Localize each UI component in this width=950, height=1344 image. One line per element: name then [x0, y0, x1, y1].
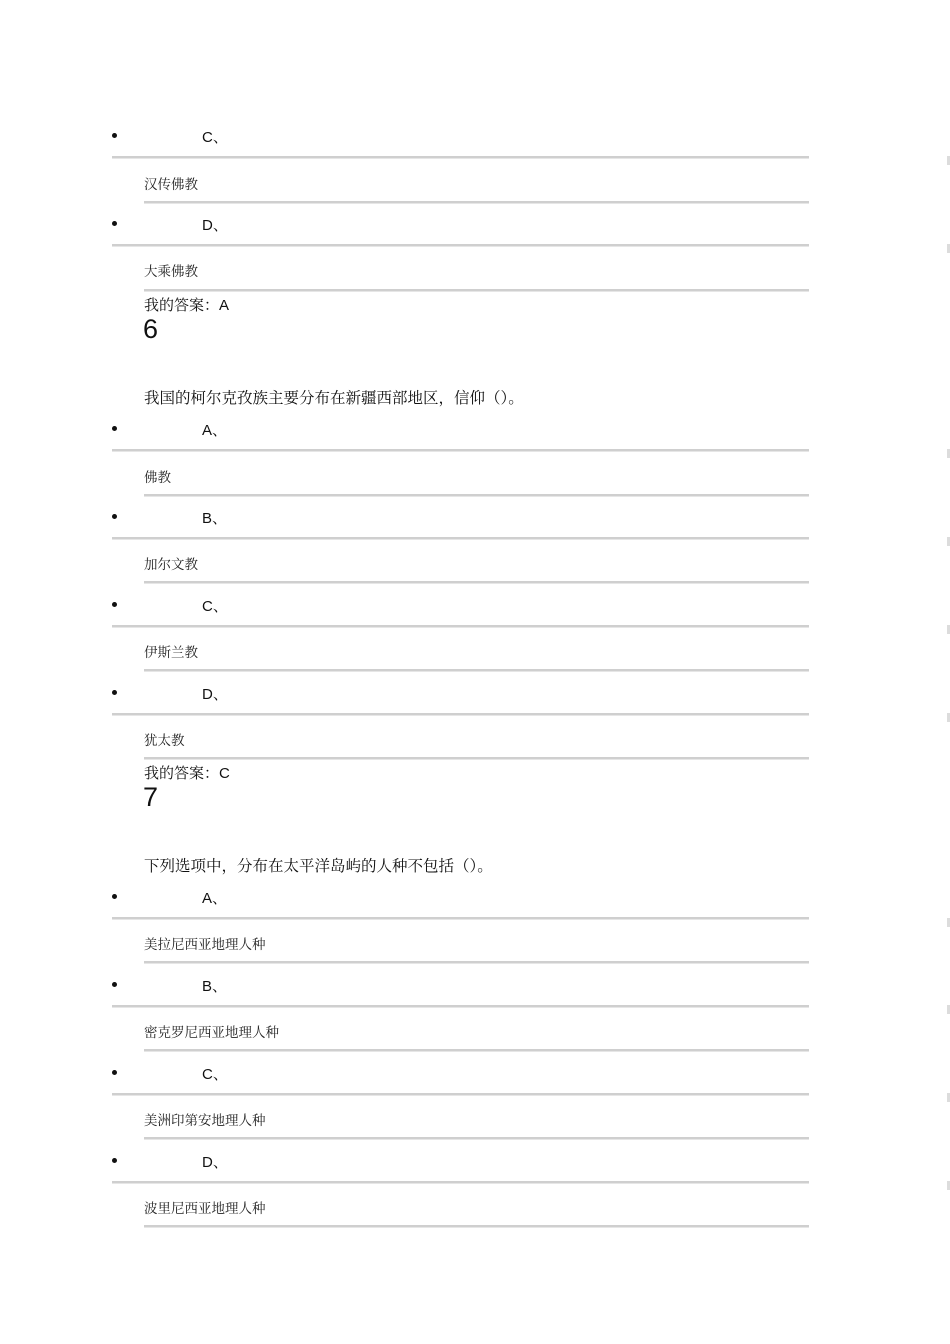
option-row-d[interactable] — [112, 685, 812, 711]
option-text: 犹太教 — [144, 733, 185, 749]
option-text: 密克罗尼西亚地理人种 — [144, 1025, 279, 1041]
answer-label: 我的答案： — [144, 296, 220, 314]
option-letter: D、 — [202, 217, 228, 234]
divider — [144, 757, 809, 760]
divider — [144, 1225, 809, 1228]
my-answer — [144, 762, 230, 783]
answer-value: C — [219, 765, 230, 782]
question-text: 下列选项中，分布在太平洋岛屿的人种不包括（）。 — [144, 857, 493, 875]
divider — [144, 669, 809, 672]
divider — [144, 1049, 809, 1052]
bullet-icon — [112, 514, 117, 519]
bullet-icon — [112, 133, 117, 138]
divider — [112, 625, 809, 628]
question-text: 我国的柯尔克孜族主要分布在新疆西部地区，信仰（）。 — [144, 389, 524, 407]
bullet-icon — [112, 1158, 117, 1163]
divider — [112, 156, 809, 159]
option-letter: D、 — [202, 1154, 228, 1171]
divider — [112, 1181, 809, 1184]
bullet-icon — [112, 982, 117, 987]
option-row-c[interactable] — [112, 1065, 812, 1091]
divider — [112, 449, 809, 452]
divider — [112, 1005, 809, 1008]
option-text: 美洲印第安地理人种 — [144, 1113, 266, 1129]
divider — [144, 961, 809, 964]
option-letter: B、 — [202, 510, 228, 527]
option-letter: D、 — [202, 686, 228, 703]
option-row-b[interactable] — [112, 509, 812, 535]
answer-label: 我的答案： — [144, 764, 220, 782]
option-letter: A、 — [202, 422, 228, 439]
question-number: 6 — [143, 314, 159, 344]
bullet-icon — [112, 1070, 117, 1075]
divider — [112, 537, 809, 540]
option-text: 美拉尼西亚地理人种 — [144, 937, 266, 953]
divider — [144, 201, 809, 204]
option-letter: A、 — [202, 890, 228, 907]
divider — [144, 494, 809, 497]
bullet-icon — [112, 894, 117, 899]
divider — [112, 244, 809, 247]
option-row-c[interactable] — [112, 597, 812, 623]
divider — [112, 1093, 809, 1096]
option-letter: C、 — [202, 598, 228, 615]
bullet-icon — [112, 602, 117, 607]
divider — [112, 713, 809, 716]
option-letter: C、 — [202, 1066, 228, 1083]
option-letter: C、 — [202, 129, 228, 146]
my-answer — [144, 294, 229, 315]
option-text: 大乘佛教 — [144, 264, 198, 280]
option-text: 汉传佛教 — [144, 177, 198, 193]
divider — [144, 289, 809, 292]
option-text: 伊斯兰教 — [144, 645, 198, 661]
option-row-b[interactable] — [112, 977, 812, 1003]
option-row-d[interactable] — [112, 216, 812, 242]
bullet-icon — [112, 426, 117, 431]
option-text: 佛教 — [144, 470, 171, 486]
bullet-icon — [112, 221, 117, 226]
divider — [112, 917, 809, 920]
divider — [144, 581, 809, 584]
option-row-d[interactable] — [112, 1153, 812, 1179]
option-row-c[interactable] — [112, 128, 812, 154]
option-letter: B、 — [202, 978, 228, 995]
divider — [144, 1137, 809, 1140]
option-row-a[interactable] — [112, 421, 812, 447]
option-row-a[interactable] — [112, 889, 812, 915]
bullet-icon — [112, 690, 117, 695]
answer-value: A — [219, 297, 230, 314]
question-number: 7 — [143, 782, 159, 812]
option-text: 波里尼西亚地理人种 — [144, 1201, 266, 1217]
option-text: 加尔文教 — [144, 557, 198, 573]
